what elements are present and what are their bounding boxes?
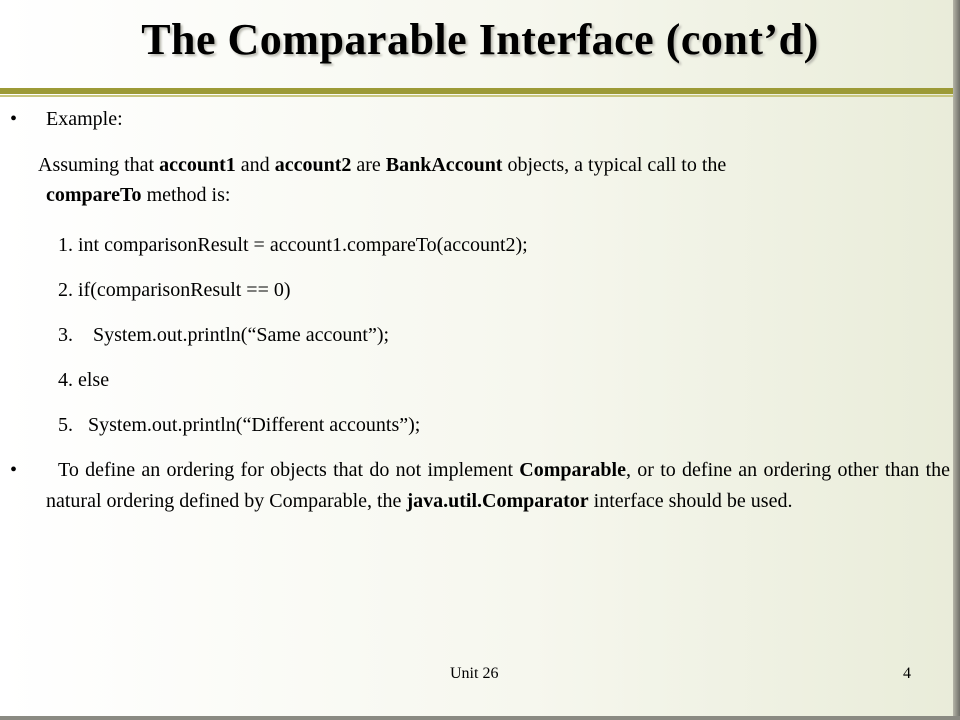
slide-bottom-edge [0, 716, 960, 720]
example-label: Example: [46, 108, 123, 130]
footer-unit: Unit 26 [450, 665, 499, 682]
code-line-1: 1. int comparisonResult = account1.compareTo(account2); [58, 234, 528, 256]
slide-right-edge [953, 0, 960, 720]
bullet-marker-1: • [10, 108, 18, 130]
code-line-4: 4. else [58, 369, 110, 391]
intro-line-1: Assuming that account1 and account2 are BankAccount objects, a typical call to the [38, 154, 727, 176]
footer-page-number: 4 [903, 665, 911, 682]
code-line-3: 3. System.out.println(“Same account”); [58, 324, 390, 346]
title-rule-line [0, 95, 960, 97]
bullet-marker-2: • [10, 459, 18, 481]
title-rule [0, 88, 960, 94]
comparator-paragraph: To define an ordering for objects that do not implement Comparable, or to define an ordering other than the natural ordering defined by Comparable, the java.util.Comparator interface should be used. [46, 459, 950, 512]
code-line-5: 5. System.out.println(“Different accounts”); [58, 414, 421, 436]
code-line-2: 2. if(comparisonResult == 0) [58, 279, 291, 301]
intro-line-2: compareTo method is: [46, 184, 231, 206]
slide-title: The Comparable Interface (cont’d) [141, 15, 819, 64]
